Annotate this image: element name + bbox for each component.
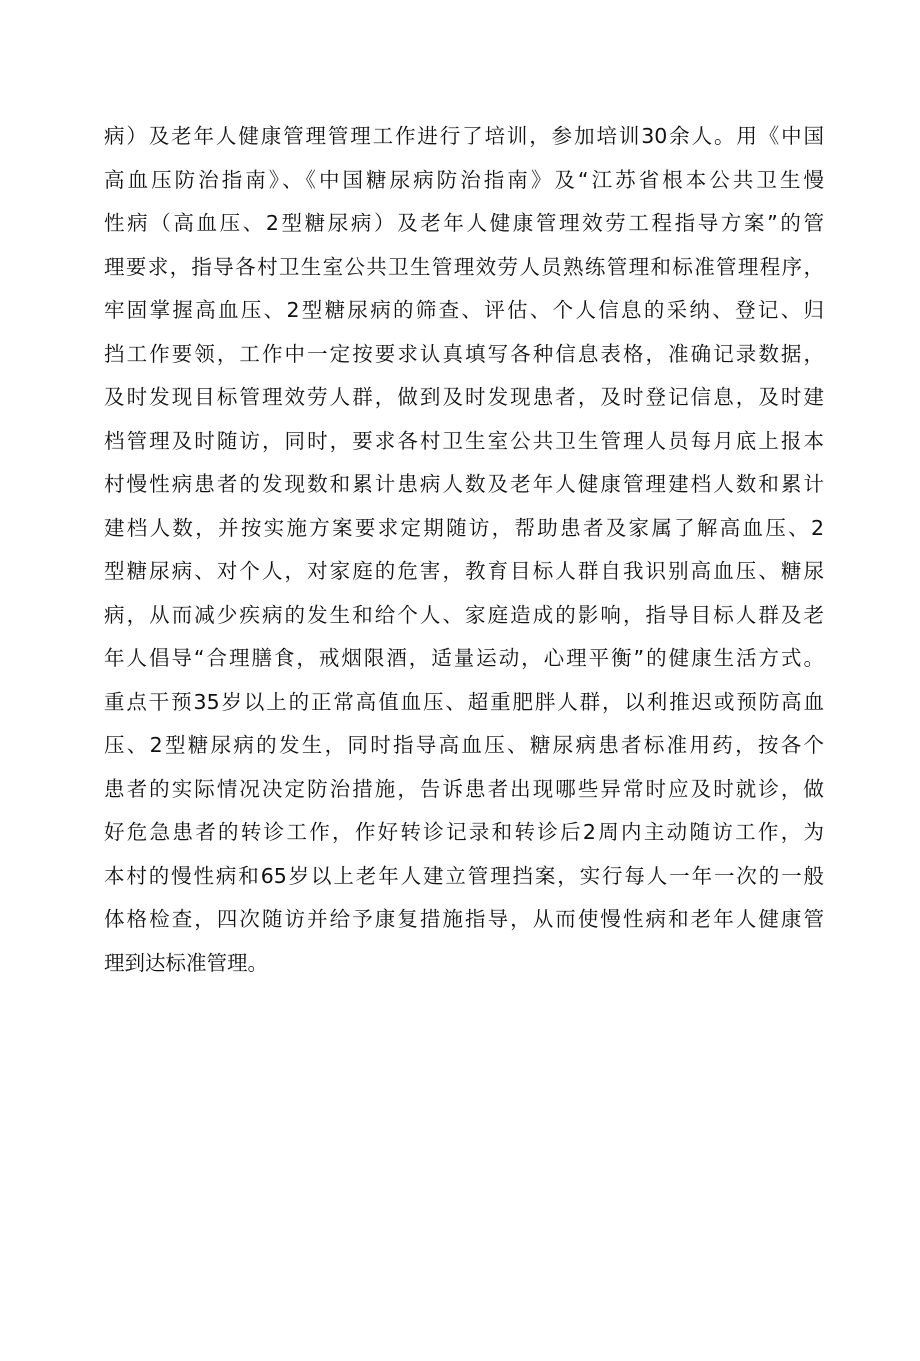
text-line: 高血压防治指南》、《中国糖尿病防治指南》及“江苏省根本公共卫生慢 (104, 167, 824, 192)
text-line: 及时发现目标管理效劳人群，做到及时发现患者，及时登记信息，及时建 (104, 385, 824, 409)
text-line: 本村的慢性病和65岁以上老年人建立管理挡案，实行每人一年一次的一般 (104, 863, 824, 888)
text-line: 患者的实际情况决定防治措施，告诉患者出现哪些异常时应及时就诊，做 (104, 776, 824, 801)
text-line: 牢固掌握高血压、2型糖尿病的筛查、评估、个人信息的采纳、登记、归 (104, 298, 824, 322)
text-line: 好危急患者的转诊工作，作好转诊记录和转诊后2周内主动随访工作，为 (104, 820, 824, 844)
text-line: 档管理及时随访，同时，要求各村卫生室公共卫生管理人员每月底上报本 (104, 428, 824, 453)
text-line: 村慢性病患者的发现数和累计患病人数及老年人健康管理建档人数和累计 (104, 472, 824, 496)
body-paragraph (104, 115, 824, 985)
text-line: 型糖尿病、对个人，对家庭的危害，教育目标人群自我识别高血压、糖尿 (104, 559, 824, 583)
text-line: 病，从而减少疾病的发生和给个人、家庭造成的影响，指导目标人群及老 (104, 602, 824, 627)
text-line: 挡工作要领，工作中一定按要求认真填写各种信息表格，准确记录数据， (104, 341, 824, 366)
text-line: 病）及老年人健康管理管理工作进行了培训，参加培训30余人。用《中国 (104, 124, 824, 148)
text-line: 理要求，指导各村卫生室公共卫生管理效劳人员熟练管理和标准管理程序， (104, 254, 824, 279)
text-line: 性病（高血压、2型糖尿病）及老年人健康管理效劳工程指导方案”的管 (104, 211, 824, 235)
text-line: 建档人数，并按实施方案要求定期随访，帮助患者及家属了解高血压、2 (104, 515, 824, 540)
text-line: 体格检查，四次随访并给予康复措施指导，从而使慢性病和老年人健康管 (104, 907, 824, 931)
text-line: 重点干预35岁以上的正常高值血压、超重肥胖人群，以利推迟或预防高血 (104, 689, 824, 714)
text-line: 年人倡导“合理膳食，戒烟限酒，适量运动，心理平衡”的健康生活方式。 (104, 646, 824, 670)
text-line: 压、2型糖尿病的发生，同时指导高血压、糖尿病患者标准用药，按各个 (104, 733, 824, 757)
text-line: 理到达标准管理。 (104, 950, 268, 975)
